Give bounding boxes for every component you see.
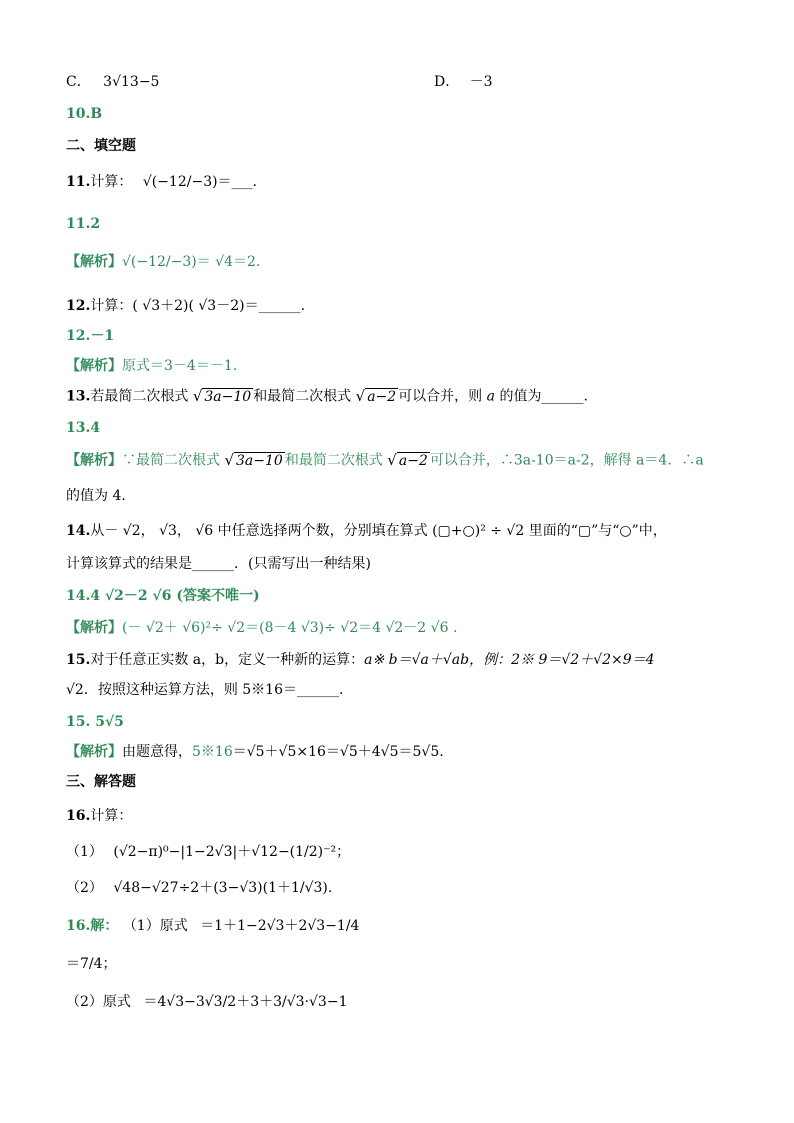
solution-16-part-1-expression: ＝1＋1−2√3＋2√3−1/4 <box>200 918 360 934</box>
solution-14-text: (－ √2＋ √6)²÷ √2＝(8－4 √3)÷ √2＝4 √2－2 √6 . <box>122 620 458 636</box>
solution-12-tag: 【解析】 <box>66 358 122 374</box>
solution-13-text-c: 可以合并，∴3a-10＝a-2，解得 a＝4．∴a <box>429 452 704 469</box>
question-13-text-d: 的值为______. <box>499 388 588 405</box>
solution-16-part-1-result <box>66 954 117 974</box>
solution-16-part-1-result-text: ＝7/4； <box>66 956 117 972</box>
answer-10: 10.B <box>66 106 103 122</box>
solution-16-part-1-label: （1）原式 <box>122 918 188 934</box>
question-13-text-b: 和最简二次根式 <box>253 388 352 405</box>
question-15 <box>66 650 655 670</box>
answer-15: 15. 5√5 <box>66 714 124 730</box>
question-14-number: 14. <box>66 523 91 539</box>
question-13-number: 13. <box>66 388 91 405</box>
question-16-part-1-label: （1） <box>66 844 103 860</box>
answer-14: 14.4 √2－2 √6 (答案不唯一) <box>66 588 260 604</box>
option-c-value: 3√13−5 <box>103 74 160 90</box>
solution-radicand-a-2: a−2 <box>398 453 428 469</box>
solution-14-tag: 【解析】 <box>66 620 122 636</box>
solution-15-text-a: 由题意得， <box>122 744 192 760</box>
solution-radical-3a-10: √ 3a−10 <box>224 451 283 469</box>
question-16-part-2-label: （2） <box>66 880 103 896</box>
solution-13-tag: 【解析】 <box>66 452 122 469</box>
solution-radical-a-2: √ a−2 <box>387 451 428 469</box>
question-12-number: 12. <box>66 298 91 314</box>
question-15-line-1a: 对于任意正实数 a，b，定义一种新的运算： <box>90 652 365 668</box>
solution-16 <box>66 916 359 936</box>
question-14 <box>66 521 667 541</box>
question-13 <box>66 386 588 407</box>
solution-11 <box>66 252 260 272</box>
question-13-variable: a <box>486 388 495 405</box>
question-11-number: 11. <box>66 174 91 190</box>
question-14-continued <box>66 554 371 574</box>
answer-11: 11.2 <box>66 216 101 232</box>
question-16-part-1-expression: (√2−π)⁰−|1−2√3|＋√12−(1/2)⁻²； <box>113 844 351 860</box>
question-14-line-2: 计算该算式的结果是______．(只需写出一种结果) <box>66 556 371 572</box>
solution-16-part-2 <box>66 992 347 1012</box>
solution-15 <box>66 742 444 762</box>
question-16-number: 16. <box>66 808 91 824</box>
question-15-line-2: √2．按照这种运算方法，则 5※16＝______. <box>66 682 344 698</box>
question-14-line-1: 从－ √2， √3， √6 中任意选择两个数，分别填在算式 (▢+○)² ÷ √2 里面的“▢”与“○”中， <box>90 523 667 539</box>
solution-13 <box>66 450 704 471</box>
question-15-number: 15. <box>66 652 91 668</box>
question-16-text: 计算： <box>90 808 133 824</box>
question-13-text-a: 若最简二次根式 <box>90 388 189 405</box>
solution-13-text-b: 和最简二次根式 <box>284 452 383 469</box>
solution-16-part-2-expression: ＝4√3−3√3/2＋3＋3/√3·√3−1 <box>143 994 348 1010</box>
radical-a-2: √ a−2 <box>355 387 397 405</box>
radicand-3a-10: 3a−10 <box>204 389 252 405</box>
solution-11-text: √(−12/−3)＝ √4＝2. <box>122 254 261 270</box>
solution-radicand-3a-10: 3a−10 <box>236 453 283 469</box>
solution-12 <box>66 356 237 376</box>
solution-15-text-b: 5※16 <box>192 744 233 760</box>
question-15-line-1b: a※ b＝√a＋√ab，例：2※ 9＝√2＋√2×9＝4 <box>364 652 655 668</box>
question-12-text: 计算：( √3＋2)( √3－2)＝______. <box>90 298 306 314</box>
question-11-text: 计算： <box>90 174 133 190</box>
solution-16-heading: 16.解： <box>66 918 119 934</box>
solution-14 <box>66 618 457 638</box>
option-d-label: D． <box>434 74 460 90</box>
question-16 <box>66 806 132 826</box>
solution-13-text-a: ∵最简二次根式 <box>122 452 220 469</box>
question-16-part-2 <box>66 878 332 898</box>
question-11 <box>66 172 257 192</box>
solution-16-part-2-label: （2）原式 <box>66 994 131 1010</box>
question-16-part-2-expression: √48−√27÷2＋(3−√3)(1＋1/√3). <box>113 880 333 896</box>
question-15-continued <box>66 680 343 700</box>
answer-13: 13.4 <box>66 420 101 436</box>
question-13-text-c: 可以合并，则 <box>398 388 483 405</box>
solution-12-text: 原式＝3－4＝－1. <box>122 358 238 374</box>
solution-13-continued <box>66 486 126 506</box>
solution-13-text-d: 的值为 4. <box>66 488 126 504</box>
option-d <box>434 72 493 92</box>
section-3-heading: 三、解答题 <box>66 774 136 790</box>
section-2-heading: 二、填空题 <box>66 138 136 154</box>
answer-12: 12.－1 <box>66 328 115 344</box>
solution-15-tag: 【解析】 <box>66 744 122 760</box>
radical-3a-10: √ 3a−10 <box>192 387 252 405</box>
option-d-value: －3 <box>469 74 493 90</box>
option-c <box>66 72 159 92</box>
option-c-label: C． <box>66 74 91 90</box>
solution-15-text-c: ＝√5＋√5×16＝√5＋4√5＝5√5. <box>232 744 444 760</box>
question-16-part-1 <box>66 842 350 862</box>
question-12 <box>66 296 305 316</box>
radicand-a-2: a−2 <box>367 389 397 405</box>
solution-11-tag: 【解析】 <box>66 254 122 270</box>
question-11-expression: √(−12/−3)＝___. <box>142 174 258 190</box>
